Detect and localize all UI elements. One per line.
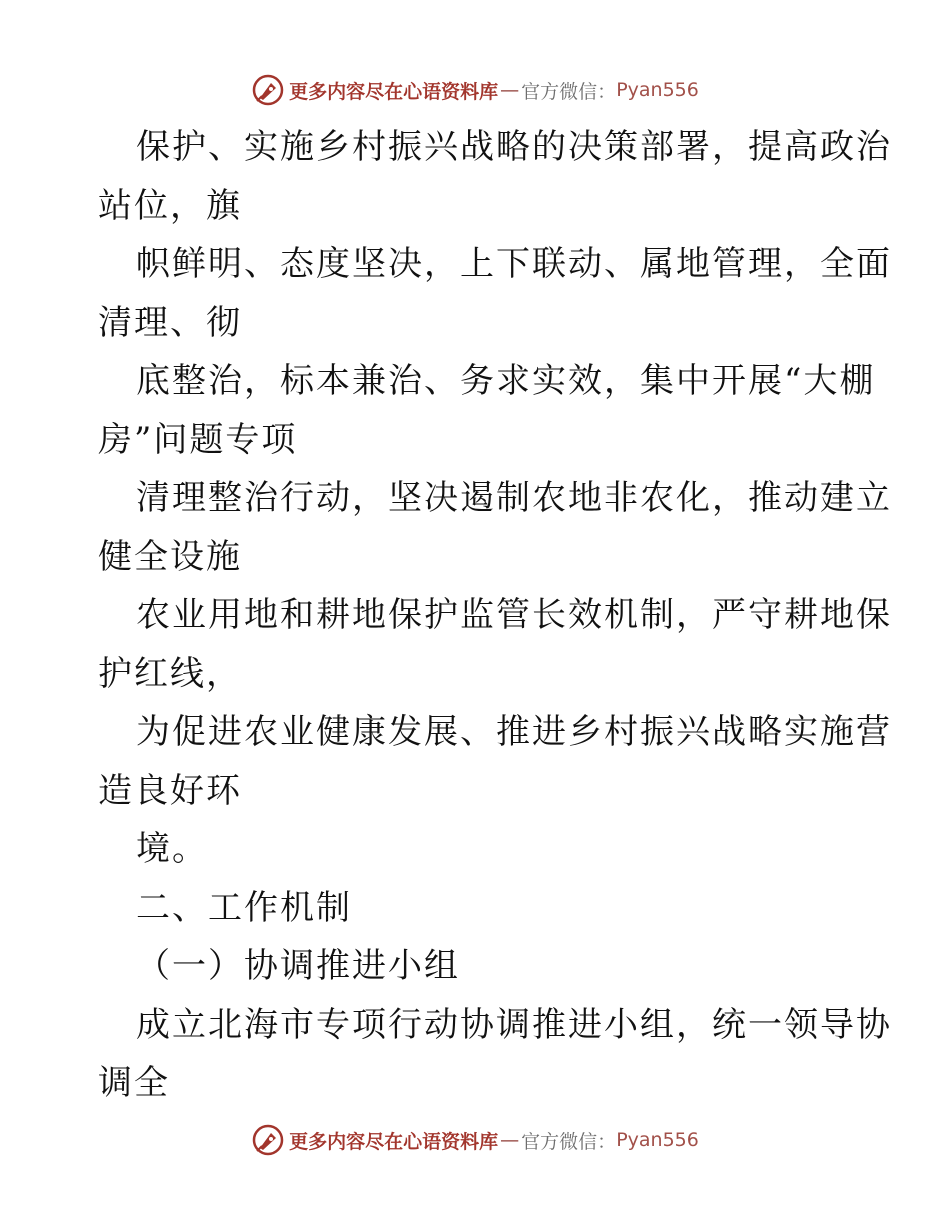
text-line: 清理整治行动，坚决遏制农地非农化，推动建立 [136,478,892,518]
watermark-separator: — [500,1129,520,1151]
pen-nib-logo-icon [251,73,285,107]
watermark-brand: 更多内容尽在心语资料库 [289,1130,499,1153]
text-line: 清理、彻 [98,302,242,343]
header-watermark [0,70,950,110]
text-line: 造良好环 [98,770,242,811]
section-heading: 二、工作机制 [136,887,352,928]
text-line: 成立北海市专项行动协调推进小组，统一领导协 [136,1004,892,1045]
text-line: 农业用地和耕地保护监管长效机制，严守耕地保 [136,595,892,635]
pen-nib-logo-icon [251,1123,285,1157]
watermark-label: 官方微信： [521,80,617,103]
document-body [98,118,892,1113]
text-line: 护红线， [98,653,242,694]
watermark-wechat-id: Pyan556 [616,1129,699,1151]
text-line: 帜鲜明、态度坚决，上下联动、属地管理，全面 [136,244,892,284]
watermark-wechat-id: Pyan556 [616,79,699,101]
text-line: 底整治，标本兼治、务求实效，集中开展“大棚 [136,361,876,401]
text-line: 保护、实施乡村振兴战略的决策部署，提高政治 [136,127,892,167]
footer-watermark [0,1120,950,1160]
watermark-brand: 更多内容尽在心语资料库 [289,80,499,103]
text-line: 调全 [98,1063,170,1103]
text-line: 境。 [136,829,208,869]
watermark-separator: — [500,79,520,101]
text-line: 健全设施 [98,536,242,577]
subsection-heading: （一）协调推进小组 [136,946,460,986]
text-line: 房”问题专项 [98,419,298,460]
text-line: 为促进农业健康发展、推进乡村振兴战略实施营 [136,712,892,752]
watermark-label: 官方微信： [521,1130,617,1153]
text-line: 站位，旗 [98,185,242,226]
